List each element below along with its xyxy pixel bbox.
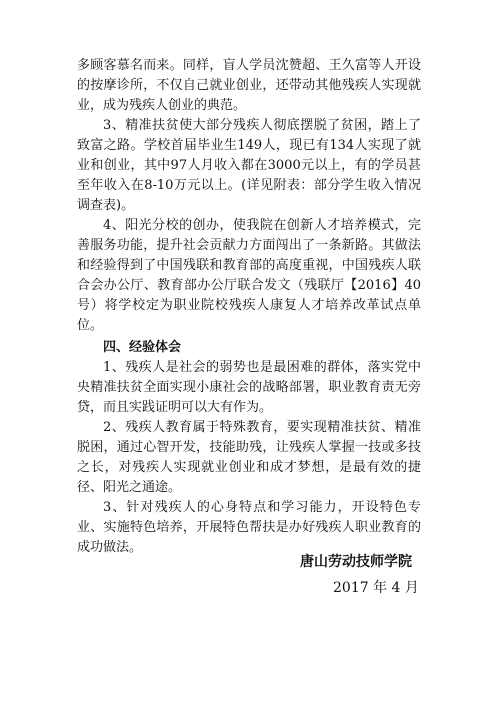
- paragraph-experience-2: 2、残疾人教育属于特殊教育，要实现精准扶贫、精准脱困，通过心智开发，技能助残，让残疾人掌握一技或多技之长，对残疾人实现就业创业和成才梦想，是最有效的捷径、阳光之通途。: [77, 420, 421, 495]
- paragraph-experience-1: 1、残疾人是社会的弱势也是最困难的群体，落实党中央精准扶贫全面实现小康社会的战略部署，职业教育责无旁贷，而且实践证明可以大有作为。: [77, 360, 421, 415]
- paragraph-experience-3: 3、针对残疾人的心身特点和学习能力，开设特色专业、实施特色培养，开展特色帮扶是办好残疾人职业教育的成功做法。: [77, 500, 421, 555]
- paragraph-continuation: 多顾客慕名而来。同样，盲人学员沈赞超、王久富等人开设的按摩诊所，不仅自己就业创业，还带动其他残疾人实现就业，成为残疾人创业的典范。: [77, 58, 421, 113]
- paragraph-point-4: 4、阳光分校的创办，使我院在创新人才培养模式，完善服务功能，提升社会贡献力方面闯出了一条新路。其做法和经验得到了中国残联和教育部的高度重视，中国残疾人联合会办公厅、教育部办公厅联合发文（残联厅【2016】40号）将学校定为职业院校残疾人康复人才培养改革试点单位。: [77, 218, 421, 333]
- document-body: [77, 56, 421, 558]
- signature-organization: 唐山劳动技师学院: [300, 554, 412, 570]
- paragraph-point-3: 3、精准扶贫使大部分残疾人彻底摆脱了贫困，踏上了致富之路。学校首届毕业生149人，现已有134人实现了就业和创业，其中97人月收入都在3000元以上，有的学员甚至年收入在8-10万元以上。(详见附表：部分学生收入情况调查表)。: [77, 118, 421, 213]
- signature-date: 2017 年 4 月: [333, 580, 419, 596]
- section-heading: 四、经验体会: [103, 340, 182, 355]
